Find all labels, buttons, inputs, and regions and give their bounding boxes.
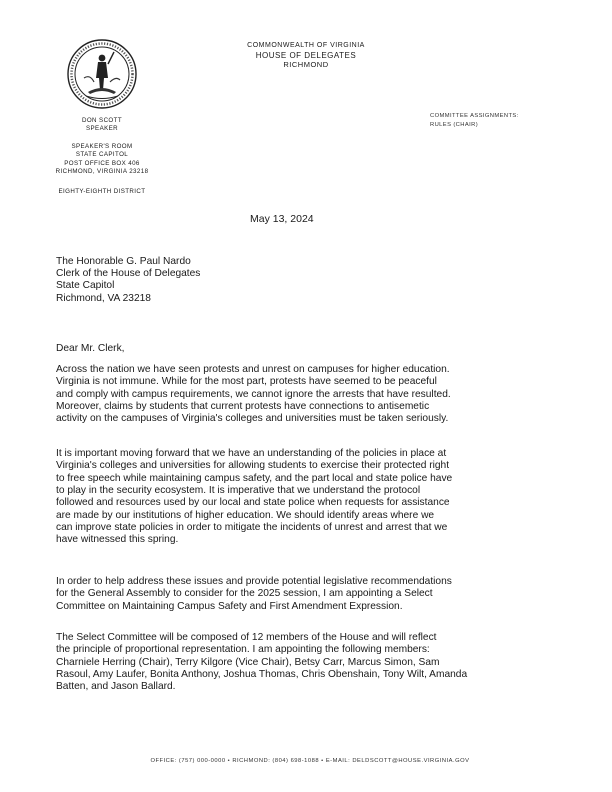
paragraph-line: and comply with campus requirements, we cannot ignore the arrests that have resulted.	[56, 388, 451, 400]
paragraph	[56, 632, 556, 694]
city-label: RICHMOND	[283, 60, 329, 69]
house-label: HOUSE OF DELEGATES	[255, 50, 357, 60]
recipient-address	[56, 256, 556, 305]
paragraph-line: for the General Assembly to consider for the 2025 session, I am appointing a Select	[56, 588, 433, 600]
commonwealth-label: COMMONWEALTH OF VIRGINIA	[247, 42, 365, 49]
sender-address-line: POST OFFICE BOX 406	[64, 159, 140, 167]
paragraph-line: It is important moving forward that we have an understanding of the policies in place at	[56, 448, 447, 459]
paragraph-line: activity on the campuses of Virginia's colleges and universities must be taken seriously.	[56, 413, 449, 425]
sender-address-line: SPEAKER'S ROOM	[71, 142, 133, 150]
committee-assignment: RULES (CHAIR)	[430, 121, 479, 128]
paragraph-line: Committee on Maintaining Campus Safety and First Amendment Expression.	[56, 600, 403, 612]
paragraph-line: Charniele Herring (Chair), Terry Kilgore (Vice Chair), Betsy Carr, Marcus Simon, Sam	[56, 656, 440, 668]
committee-heading: COMMITTEE ASSIGNMENTS:	[430, 113, 519, 119]
paragraph-line: Batten, and Jason Ballard.	[56, 681, 176, 693]
paragraph-line: The Select Committee will be composed of 12 members of the House and will reflect	[56, 632, 437, 643]
paragraph-line: Virginia is not immune. While for the most part, protests have seemed to be peaceful	[56, 376, 437, 388]
paragraph-line: followed and resources used by our local and state police when requests for assistance	[56, 497, 450, 509]
sender-title: SPEAKER	[85, 125, 119, 133]
paragraph-line: can improve state policies in order to mitigate the incidents of unrest and arrest that we	[56, 522, 448, 534]
paragraph-line: have witnessed this spring.	[56, 534, 179, 546]
recipient-line: State Capitol	[56, 280, 115, 292]
recipient-line: Clerk of the House of Delegates	[56, 268, 201, 280]
recipient-line: The Honorable G. Paul Nardo	[56, 256, 191, 267]
sender-address-line: STATE CAPITOL	[75, 151, 129, 159]
paragraph	[56, 576, 556, 613]
sender-district: EIGHTY-EIGHTH DISTRICT	[58, 188, 146, 196]
paragraph-line: the principle of proportional representation. I am appointing the following members:	[56, 644, 430, 656]
letterhead-title-block	[200, 41, 412, 70]
paragraph-line: to play in the security ecosystem. It is imperative that we understand the protocol	[56, 485, 421, 497]
paragraph-line: Rasoul, Amy Laufer, Bonita Anthony, Joshua Thomas, Chris Obenshain, Tony Wilt, Amanda	[56, 669, 468, 681]
paragraph-line: Moreover, claims by students that current protests have connections to antisemetic	[56, 401, 430, 413]
sender-address-line: RICHMOND, VIRGINIA 23218	[55, 168, 149, 176]
paragraph-line: Virginia's colleges and universities for allowing students to exercise their protected right	[56, 460, 450, 472]
letter-date: May 13, 2024	[250, 213, 314, 225]
paragraph-line: to free speech while maintaining campus safety, and the part local and state police have	[56, 472, 453, 484]
salutation: Dear Mr. Clerk,	[56, 343, 125, 354]
paragraph	[56, 448, 556, 547]
committee-block	[430, 112, 540, 129]
virginia-seal-icon	[66, 38, 138, 110]
recipient-line: Richmond, VA 23218	[56, 292, 151, 304]
paragraph-line: are made by our institutions of higher education. We should identify areas where we	[56, 509, 435, 521]
paragraph-line: In order to help address these issues and provide potential legislative recommendations	[56, 576, 452, 587]
paragraph	[56, 364, 556, 426]
sender-block	[36, 117, 168, 197]
letterhead	[0, 0, 612, 200]
paragraph-line: Across the nation we have seen protests and unrest on campuses for higher education.	[56, 364, 450, 375]
contact-footer: OFFICE: (757) 000-0000 • RICHMOND: (804) 698-1088 • E-MAIL: DELDSCOTT@HOUSE.VIRGINIA.GOV	[150, 758, 470, 764]
sender-name: DON SCOTT	[81, 117, 123, 124]
